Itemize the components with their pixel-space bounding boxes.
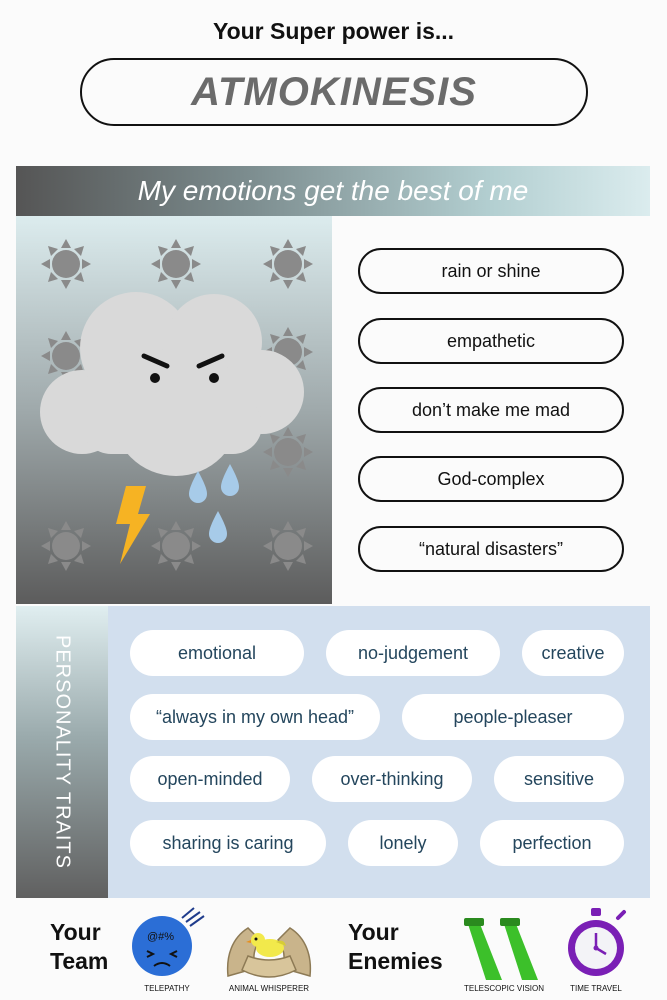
weather-illustration	[16, 216, 332, 604]
trait-chip: creative	[522, 630, 624, 676]
enemy-time-travel	[560, 904, 632, 993]
trait-chip: sharing is caring	[130, 820, 326, 866]
enemy-telescopic-vision	[454, 904, 554, 993]
team-label-line1: Your	[50, 919, 101, 945]
trait-chip: over-thinking	[312, 756, 472, 802]
trait-chip: open-minded	[130, 756, 290, 802]
team-label	[50, 918, 108, 976]
personality-traits-label: PERSONALITY TRAITS	[51, 635, 74, 869]
personality-traits-band	[16, 606, 108, 898]
descriptor-pill: God-complex	[358, 456, 624, 502]
team-caption: ANIMAL WHISPERER	[228, 984, 310, 993]
enemy-caption: TIME TRAVEL	[570, 984, 622, 993]
power-name-pill	[80, 58, 588, 126]
trait-chip: sensitive	[494, 756, 624, 802]
team-label-line2: Team	[50, 948, 109, 974]
bird-in-hands-icon	[220, 904, 318, 980]
power-name: ATMOKINESIS	[191, 69, 477, 114]
sun-icon	[41, 239, 91, 289]
enemies-label-line1: Your	[348, 919, 399, 945]
sun-icon	[151, 239, 201, 289]
enemies-label-line2: Enemies	[348, 948, 443, 974]
descriptor-pill: empathetic	[358, 318, 624, 364]
tagline-band	[16, 166, 650, 216]
sun-icon	[263, 521, 313, 571]
personality-traits-area	[108, 606, 650, 898]
telepathy-head-icon	[120, 904, 214, 980]
weather-illustration-svg	[16, 216, 332, 604]
sun-icon	[263, 239, 313, 289]
descriptor-pill: don’t make me mad	[358, 387, 624, 433]
team-member-animal-whisperer	[220, 904, 318, 993]
trait-chip: no-judgement	[326, 630, 500, 676]
header-title: Your Super power is...	[212, 18, 455, 44]
team-caption: TELEPATHY	[144, 984, 190, 993]
enemy-caption: TELESCOPIC VISION	[463, 984, 545, 993]
trait-chip: “always in my own head”	[130, 694, 380, 740]
descriptor-pill: rain or shine	[358, 248, 624, 294]
sun-icon	[41, 521, 91, 571]
trait-chip: perfection	[480, 820, 624, 866]
descriptor-pill: “natural disasters”	[358, 526, 624, 572]
tagline: My emotions get the best of me	[137, 175, 529, 206]
telescopic-beams-icon	[454, 904, 554, 980]
sun-icon	[263, 427, 313, 477]
stopwatch-icon	[560, 904, 632, 980]
sun-icon	[151, 521, 201, 571]
trait-chip: emotional	[130, 630, 304, 676]
svg-text:@#%: @#%	[147, 931, 175, 943]
team-member-telepathy	[120, 904, 214, 993]
enemies-label	[348, 918, 443, 976]
trait-chip: people-pleaser	[402, 694, 624, 740]
trait-chip: lonely	[348, 820, 458, 866]
